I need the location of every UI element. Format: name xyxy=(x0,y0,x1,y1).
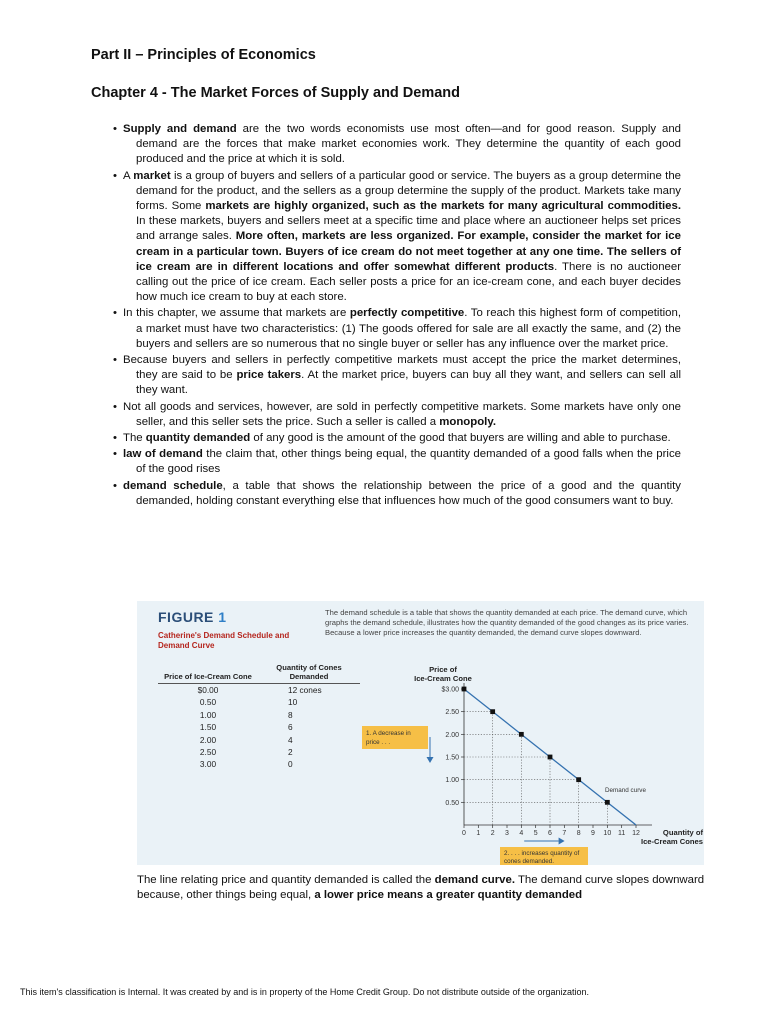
price-cell: 2.00 xyxy=(199,734,217,745)
caption-text: The demand curve slopes downward because, other things being equal, xyxy=(137,874,705,902)
figure-number: 1 xyxy=(218,609,227,625)
annotation-text-price: price . . . xyxy=(366,739,391,746)
bullet-demand-schedule xyxy=(113,479,681,509)
x-tick-label: 4 xyxy=(519,830,524,837)
figure-description: The demand schedule is a table that shows the quantity demanded at each price. The demand curve, which graphs the demand schedule, illustrates how the quantity demanded of the good changes as its price varies. Because a lower price increases the quantity demanded, the demand curve slopes downward. xyxy=(325,608,689,637)
y-tick-label: $3.00 xyxy=(441,686,459,694)
bullet-text: the claim that, other things being equal, the quantity demanded of a good falls when the price of the good rises xyxy=(136,448,681,476)
y-axis-label-line: Ice-Cream Cone xyxy=(414,674,472,683)
bullet-text: The xyxy=(123,432,146,445)
bullet-dot: • xyxy=(113,169,117,182)
figure-1 xyxy=(137,601,704,865)
data-point xyxy=(605,800,610,805)
x-tick-label: 2 xyxy=(490,830,495,837)
quantity-arrow-head xyxy=(559,838,565,845)
caption-text: The line relating price and quantity demanded is called the xyxy=(137,874,435,886)
bullet-monopoly xyxy=(113,400,681,430)
caption-emphasis: a lower price means a greater quantity demanded xyxy=(314,889,583,902)
term: Supply and demand xyxy=(123,123,237,135)
quantity-cell: 2 xyxy=(288,747,293,758)
y-axis-label-line: Price of xyxy=(429,665,457,674)
price-cell: 3.00 xyxy=(199,759,217,770)
data-point xyxy=(548,755,553,760)
price-arrow-head xyxy=(427,757,434,763)
x-tick-label: 9 xyxy=(591,830,595,837)
series-label: Demand curve xyxy=(605,787,646,794)
bullet-dot: • xyxy=(113,432,117,445)
bullet-dot: • xyxy=(113,448,117,461)
bullet-text: . To reach this highest form of competition, a market must have two characteristics: (1) The goods offered for sale are all exactly the same, and (2) the buyers and sellers are so numerous that no single buyer or seller has any influence over the market price. xyxy=(136,307,681,350)
x-tick-label: 7 xyxy=(562,830,567,837)
term: quantity demanded xyxy=(145,432,251,445)
chapter-title: Chapter 4 - The Market Forces of Supply and Demand xyxy=(91,85,461,101)
bullet-dot: • xyxy=(113,479,117,492)
bullet-quantity-demanded xyxy=(113,431,681,446)
bullet-dot: • xyxy=(113,354,117,367)
bullet-text: In this chapter, we assume that markets are xyxy=(123,307,350,320)
bullet-law-of-demand xyxy=(113,447,681,477)
bullet-dot: • xyxy=(113,400,117,413)
bullet-list xyxy=(113,122,681,510)
bullet-supply-demand xyxy=(113,122,681,168)
term: demand schedule xyxy=(123,479,223,492)
bullet-text: . There is no auctioneer calling out the price of ice cream. Each seller posts a price for an ice-cream cone, and each buyer decides how much ice cream to buy at each store. xyxy=(136,260,681,304)
emphasis: More often, markets are less organized. For example, consider the market for ice cream in a particular town. Buyers of ice cream do not meet together at any one time. The sellers of ice cream are in different locations and offer somewhat different products xyxy=(136,230,681,273)
x-tick-label: 8 xyxy=(576,830,581,837)
term: market xyxy=(133,169,171,182)
term: law of demand xyxy=(123,448,203,461)
x-tick-label: 6 xyxy=(548,830,552,837)
x-tick-label: 3 xyxy=(505,830,509,837)
bullet-market xyxy=(113,169,681,306)
data-point xyxy=(576,777,581,782)
price-cell: 1.00 xyxy=(199,709,217,720)
bullet-price-takers xyxy=(113,353,681,399)
bullet-text: , a table that shows the relationship between the price of a good and the quantity demanded, holding constant everything else that influences how much of the good consumers want to buy. xyxy=(136,479,681,507)
annotation-text-quantity: 2. . . . increases quantity of xyxy=(504,850,580,857)
classification-footer: This item's classification is Internal. It was created by and is in property of the Home Credit Group. Do not distribute outside of the organization. xyxy=(20,987,589,997)
bullet-text: Not all goods and services, however, are sold in perfectly competitive markets. Some markets have only one seller, and this seller sets the price. Such a seller is called a xyxy=(123,400,681,428)
quantity-cell: 4 xyxy=(288,734,293,745)
bullet-dot: • xyxy=(113,307,117,320)
emphasis: markets are highly organized, such as the markets for many agricultural commodities. xyxy=(205,200,681,213)
part-title: Part II – Principles of Economics xyxy=(91,47,316,63)
figure-caption xyxy=(137,873,707,904)
quantity-cell: 10 xyxy=(288,697,298,708)
term: monopoly. xyxy=(439,415,497,428)
term: perfectly competitive xyxy=(349,307,465,320)
data-point xyxy=(519,732,524,737)
bullet-text: Because buyers and sellers in perfectly competitive markets must accept the price the market determines, they are said to be xyxy=(123,354,681,382)
annotation-text-quantity: cones demanded. xyxy=(504,858,555,865)
x-tick-label: 0 xyxy=(462,830,466,837)
quantity-cell: 6 xyxy=(288,722,293,733)
bullet-text: In these markets, buyers and sellers meet at a specific time and place where an auctioneer helps set prices and arrange sales. xyxy=(136,215,681,243)
price-cell: $0.00 xyxy=(197,685,219,695)
y-tick-label: 1.50 xyxy=(445,754,459,762)
figure-subtitle: Catherine's Demand Schedule and Demand Curve xyxy=(158,631,290,650)
data-point xyxy=(462,687,467,692)
term: price takers xyxy=(236,369,302,382)
annotation-text-price: 1. A decrease in xyxy=(366,730,411,737)
x-tick-label: 11 xyxy=(618,830,626,837)
bullet-text: is a group of buyers and sellers of a particular good or service. The buyers as a group determine the demand for the product, and the sellers as a group determine the supply of the product. Markets take many forms. Some xyxy=(136,169,681,213)
data-point xyxy=(490,709,495,714)
bullet-dot: • xyxy=(113,123,117,135)
caption-term: demand curve. xyxy=(434,874,516,886)
bullet-text: A xyxy=(123,169,134,182)
bullet-text: . At the market price, buyers can buy all they want, and sellers can sell all they want. xyxy=(136,369,681,397)
x-tick-label: 1 xyxy=(476,830,481,837)
quantity-cell: 12 cones xyxy=(288,685,322,695)
y-tick-label: 2.00 xyxy=(445,731,459,739)
quantity-cell: 8 xyxy=(288,709,293,720)
column-header-price: Price of Ice-Cream Cone xyxy=(158,663,258,684)
x-axis-label xyxy=(641,828,704,846)
demand-curve-chart xyxy=(137,601,704,865)
price-cell: 0.50 xyxy=(199,697,217,708)
price-cell: 2.50 xyxy=(199,747,217,758)
x-tick-label: 10 xyxy=(603,830,612,837)
bullet-perfect-competition xyxy=(113,306,681,352)
column-header-quantity: Quantity of Cones Demanded xyxy=(258,663,360,684)
y-tick-label: 1.00 xyxy=(445,777,459,785)
x-axis-label-line: Ice-Cream Cones xyxy=(640,837,703,846)
x-axis-label-line: Quantity of xyxy=(662,828,703,837)
y-axis-label xyxy=(414,665,472,683)
figure-label-text: FIGURE xyxy=(158,609,214,625)
y-tick-label: 2.50 xyxy=(445,709,459,717)
quantity-cell: 0 xyxy=(288,759,293,770)
bullet-text: of any good is the amount of the good that buyers are willing and able to purchase. xyxy=(250,432,671,445)
y-tick-label: 0.50 xyxy=(445,799,459,807)
price-cell: 1.50 xyxy=(199,722,217,733)
bullet-text: are the two words economists use most often—and for good reason. Supply and demand are the forces that make market economies work. They determine the quantity of each good produced and the price at which it is sold. xyxy=(136,123,681,166)
x-tick-label: 5 xyxy=(533,830,538,837)
x-tick-label: 12 xyxy=(632,830,640,837)
